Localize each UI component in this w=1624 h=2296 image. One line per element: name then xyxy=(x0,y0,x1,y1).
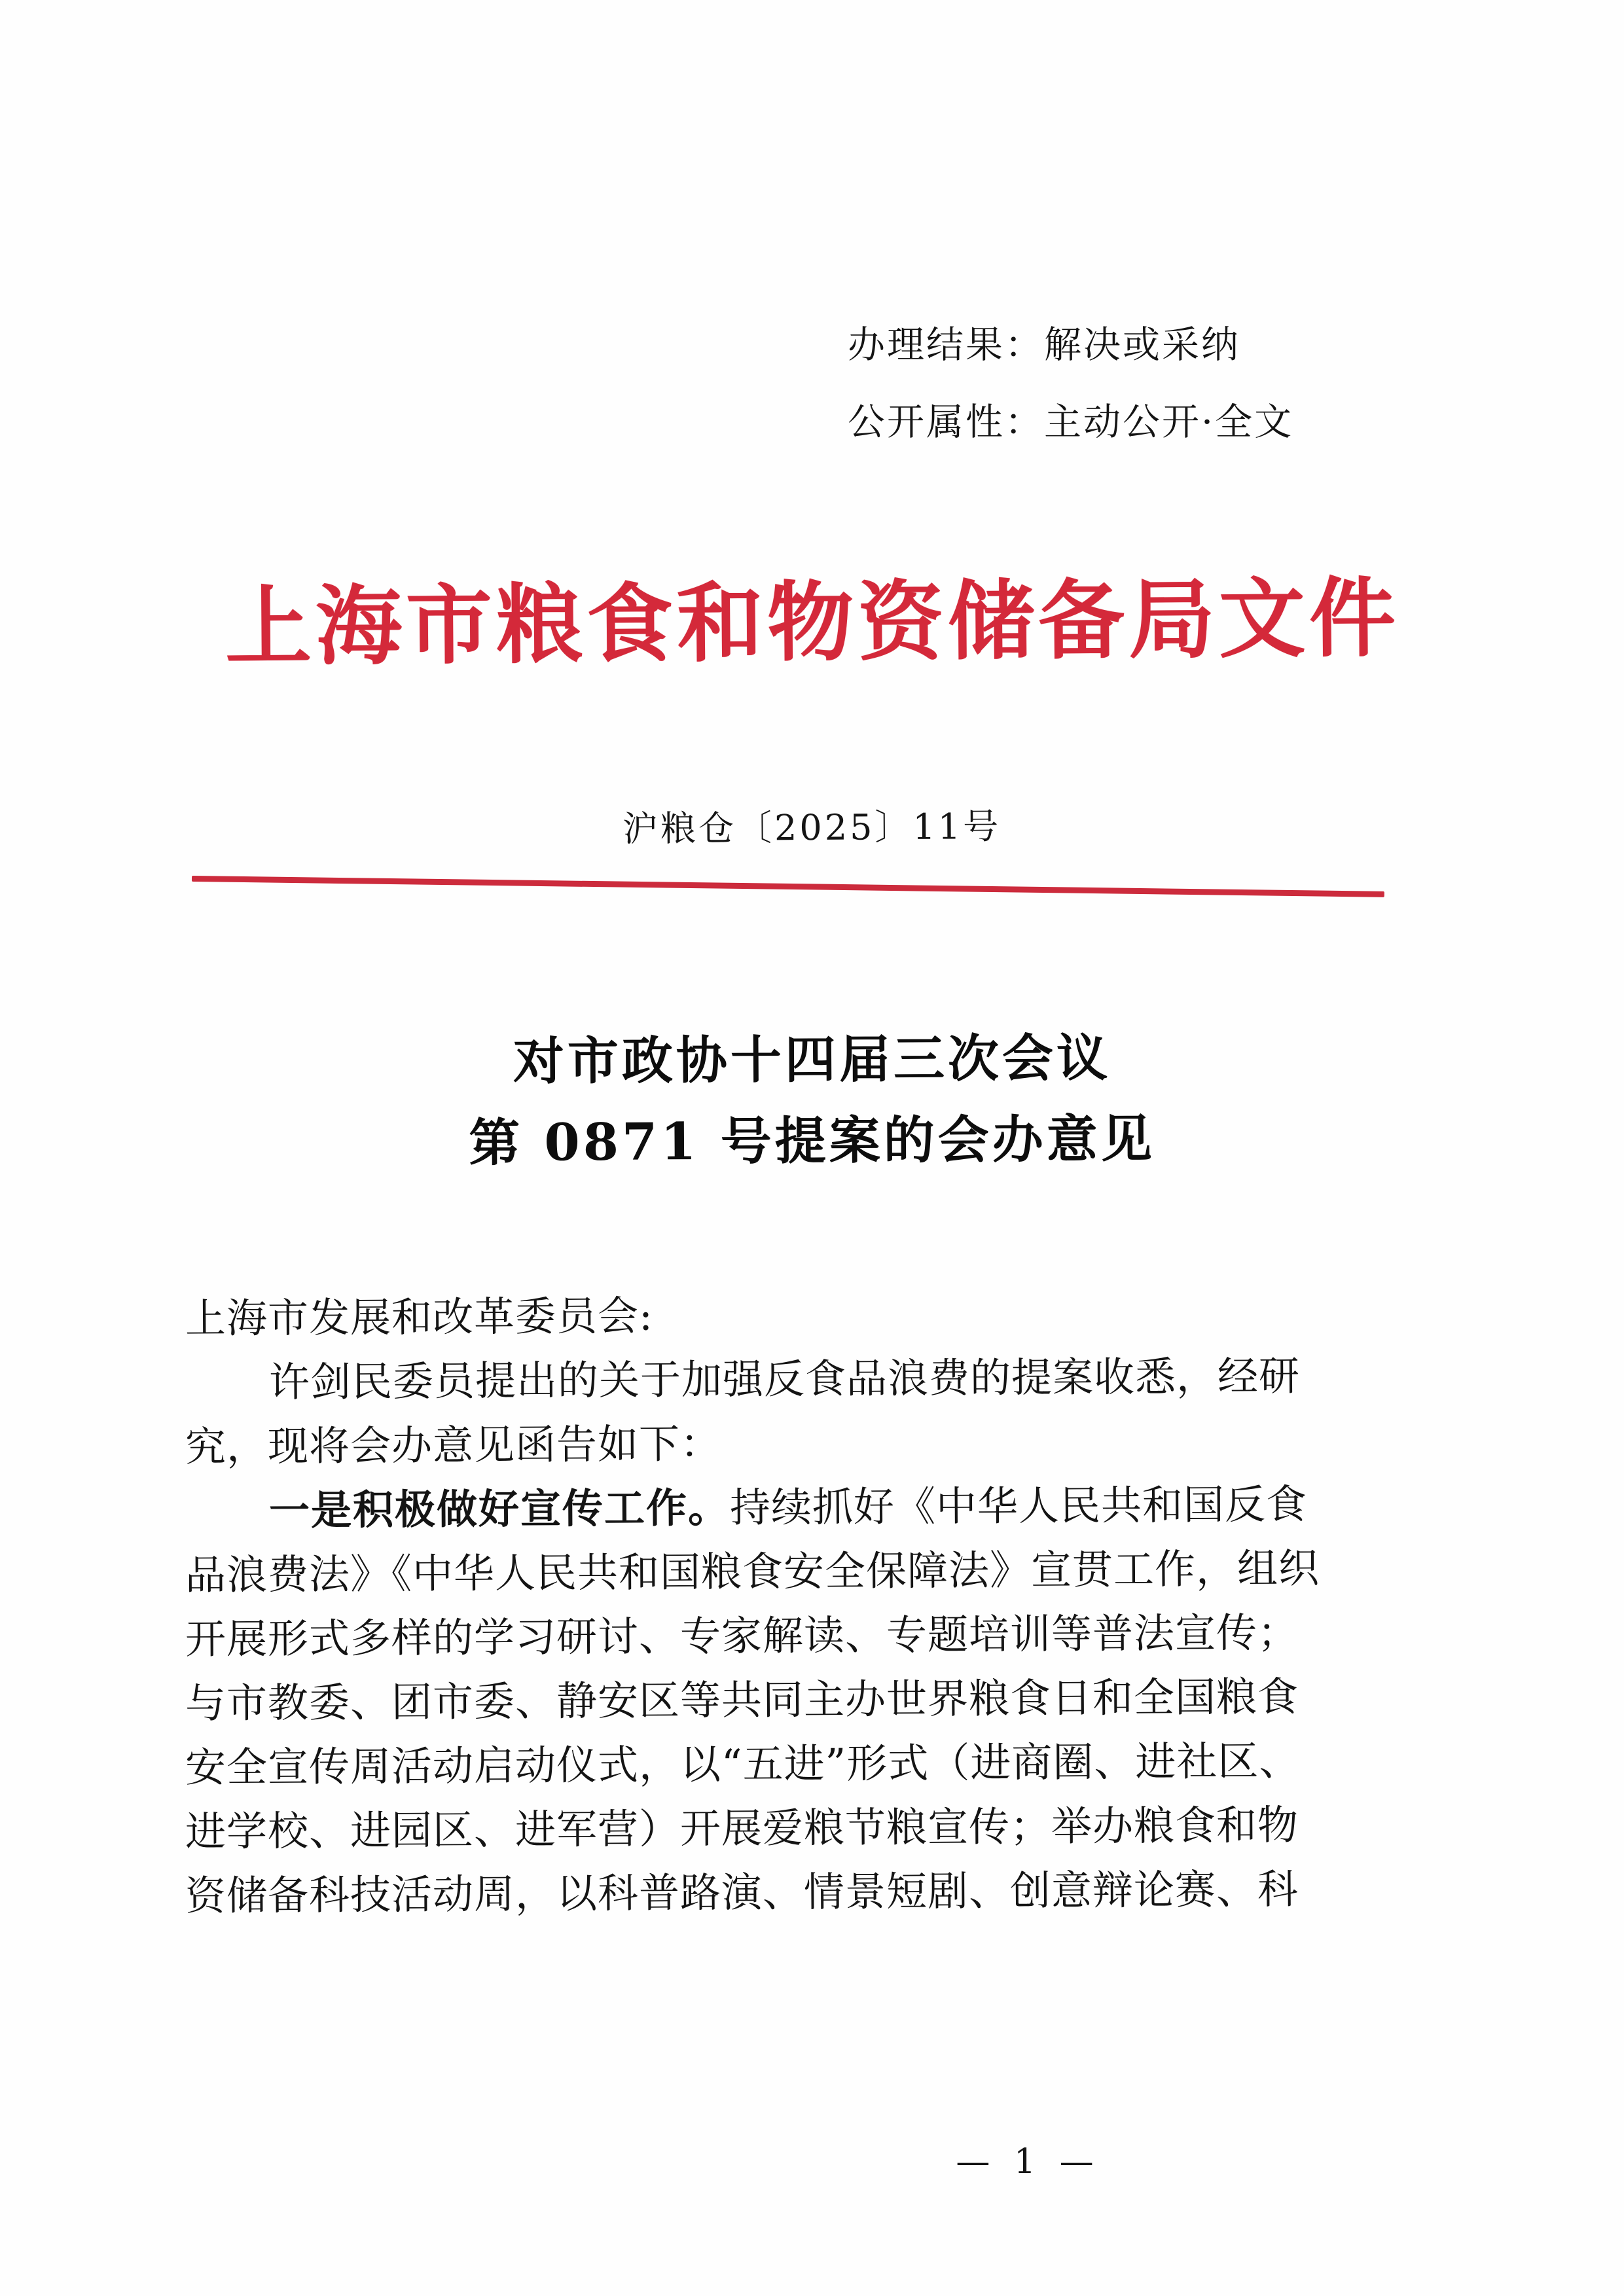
page-title-line-1: 对市政协十四届三次会议 xyxy=(513,1028,1111,1092)
red-separator-rule xyxy=(192,876,1384,897)
page-title-line-2: 第 0871 号提案的会办意见 xyxy=(469,1109,1155,1174)
addressee-line: 上海市发展和改革委员会: xyxy=(185,1291,654,1342)
item1-line-4: 与市教委、团市委、静安区等共同主办世界粮食日和全国粮食 xyxy=(185,1672,1299,1727)
item1-line-5: 安全宣传周活动启动仪式，以“五进”形式（进商圈、进社区、 xyxy=(185,1736,1301,1791)
item1-line-7: 资储备科技活动周，以科普路演、情景短剧、创意辩论赛、科 xyxy=(185,1865,1299,1920)
item1-line-6: 进学校、进园区、进军营）开展爱粮节粮宣传；举办粮食和物 xyxy=(185,1801,1299,1856)
page-title xyxy=(0,1020,1624,1182)
page-footer xyxy=(0,2139,1624,2185)
item1-line-1-rest: 持续抓好《中华人民共和国反食 xyxy=(729,1480,1308,1532)
item1-line-1 xyxy=(185,1472,1364,1543)
paragraph1-line-2: 究，现将会办意见函告如下： xyxy=(185,1419,722,1471)
masthead-title: 上海市粮食和物资储备局文件 xyxy=(224,567,1400,679)
handling-result-line: 办理结果：解决或采纳 xyxy=(848,323,1240,367)
masthead xyxy=(0,568,1624,678)
item1-lead-label: 一是积极做好宣传工作。 xyxy=(268,1483,731,1535)
document-meta-block xyxy=(848,306,1502,461)
item1-line-3: 开展形式多样的学习研讨、专家解读、专题培训等普法宣传； xyxy=(185,1608,1299,1663)
paragraph1-line-1: 许剑民委员提出的关于加强反食品浪费的提案收悉，经研 xyxy=(268,1352,1301,1407)
body-copy xyxy=(185,1287,1363,1928)
disclosure-attribute-line: 公开属性：主动公开·全文 xyxy=(848,401,1294,444)
document-number xyxy=(0,805,1624,851)
document-number-text: 沪粮仓〔2025〕11号 xyxy=(623,805,1001,850)
page-number: — 1 — xyxy=(956,2142,1100,2181)
item1-line-2: 品浪费法》《中华人民共和国粮食安全保障法》宣贯工作，组织 xyxy=(185,1544,1320,1599)
